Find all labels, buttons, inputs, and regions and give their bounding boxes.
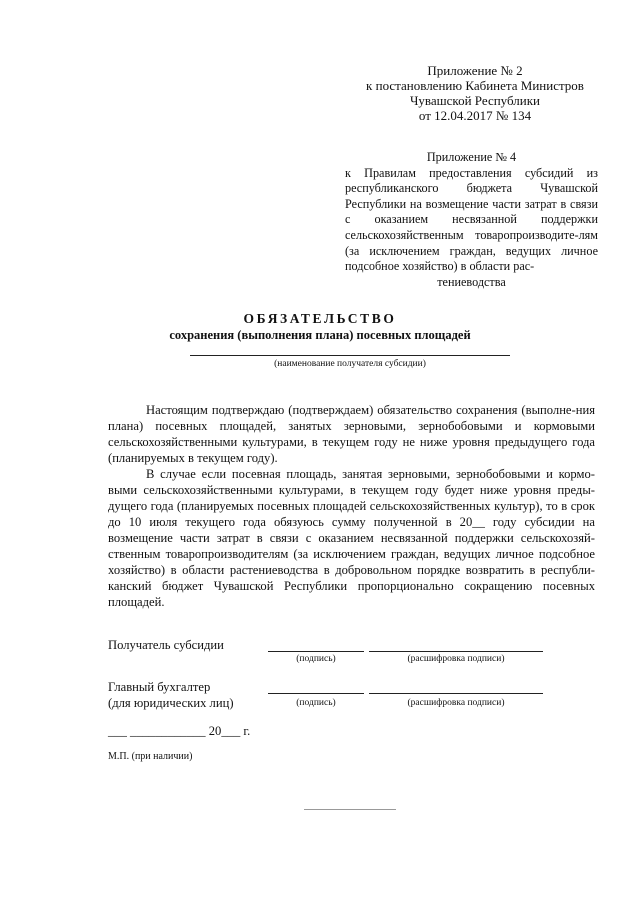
accountant-label: Главный бухгалтер: [108, 680, 211, 694]
body-text: [108, 402, 595, 610]
recipient-decode-caption: (расшифровка подписи): [407, 654, 505, 664]
header-line-3: Чувашской Республики: [409, 93, 541, 108]
header-line-2: к постановлению Кабинета Министров: [366, 78, 584, 93]
recipient-label: Получатель субсидии: [108, 638, 224, 652]
recipient-name-line: [190, 355, 510, 356]
accountant-decode-caption: (расшифровка подписи): [407, 698, 505, 708]
document-subtitle: сохранения (выполнения плана) посевных площадей: [169, 328, 471, 342]
recipient-signature-line: [268, 651, 364, 652]
annex-title: Приложение № 4: [426, 150, 517, 164]
accountant-signature-caption: (подпись): [296, 698, 336, 708]
recipient-signature-caption: (подпись): [296, 654, 336, 664]
paragraph-2: В случае если посевная площадь, занятая зерновыми, зернобобовыми и кормо-выми сельскохозяйственными культурами, в текущем году будет ниже уровня преды-дущего года (планируемых посевных площадей сельскохозяйственных культур), то в срок до 10 июля текущего года обязуюсь сумму полученной в 20__ году субсидии на возмещение части затрат в связи с оказанием несвязанной поддержки сельскохозяй-ственным товаропроизводителям (за исключением граждан, ведущих личное подсобное хозяйство) в области растениеводства в добровольном порядке возвратить в республи-канский бюджет Чувашской Республики пропорционально сокращению посевных площадей.: [108, 467, 595, 609]
annex-text: к Правилам предоставления субсидий из республиканского бюджета Чувашской Республики на возмещение части затрат в связи с оказанием несвязанной поддержки сельскохозяйственным товаропроизводите-лям (за исключением граждан, ведущих личное подсобное хозяйство) в области рас-: [345, 165, 598, 274]
bottom-separator: [304, 809, 396, 810]
paragraph-1: Настоящим подтверждаю (подтверждаем) обязательство сохранения (выполне-ния плана) посевных площадей, занятых зерновыми, зернобобовыми и кормовыми сельскохозяйственными культурами, в текущем году не ниже уровня предыдущего года (планируемых в текущем году).: [108, 403, 595, 465]
recipient-decode-line: [369, 651, 543, 652]
date-line: ___ ____________ 20___ г.: [108, 724, 251, 738]
recipient-name-caption: (наименование получателя субсидии): [274, 359, 426, 369]
accountant-note: (для юридических лиц): [108, 696, 234, 710]
header-line-4: от 12.04.2017 № 134: [418, 108, 532, 123]
stamp-note: М.П. (при наличии): [108, 751, 193, 762]
accountant-decode-line: [369, 693, 543, 694]
header-line-1: Приложение № 2: [427, 63, 523, 78]
annex-last-line: тениеводства: [437, 274, 506, 289]
document-title: ОБЯЗАТЕЛЬСТВО: [243, 311, 397, 326]
appendix-header: [340, 63, 610, 123]
annex-block: [345, 150, 598, 290]
accountant-signature-line: [268, 693, 364, 694]
